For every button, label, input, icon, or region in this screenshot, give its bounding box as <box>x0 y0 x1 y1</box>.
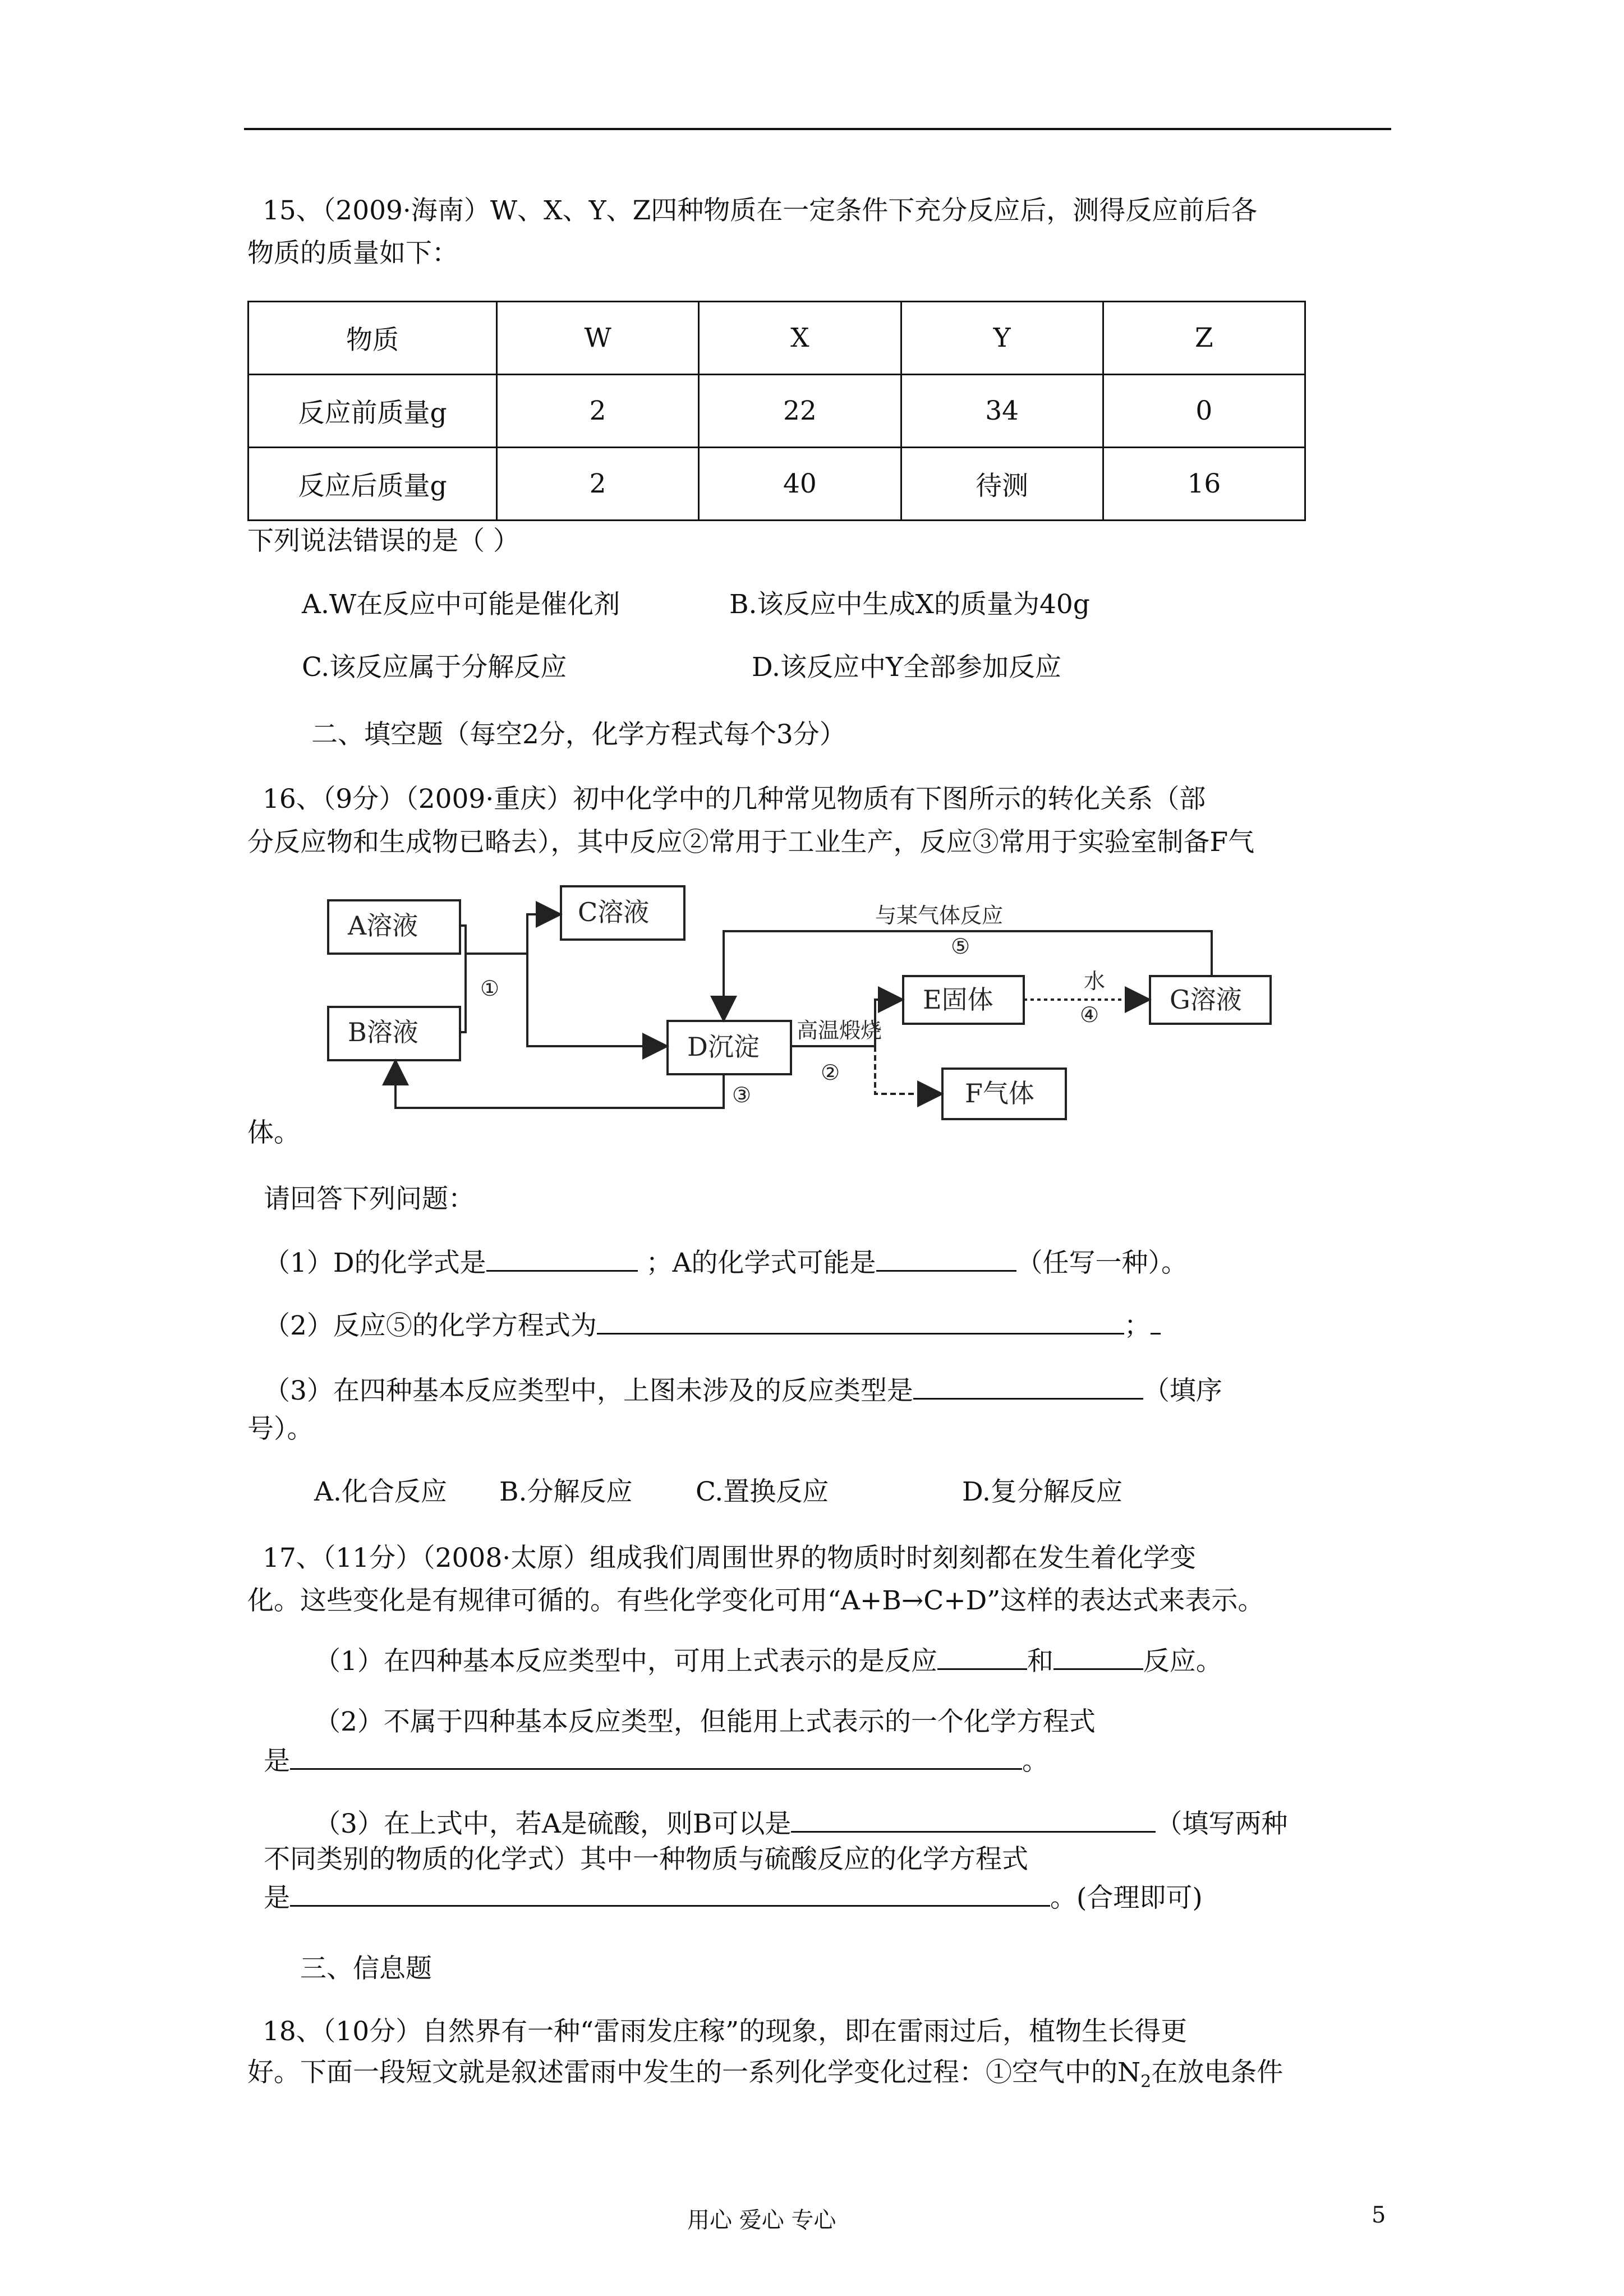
q18-line2-text-b: 在放电条件 <box>1151 2057 1283 2088</box>
box-f-label: F气体 <box>965 1078 1034 1108</box>
q17-part3-text-d: 是 <box>264 1883 290 1913</box>
section-2-heading: 二、填空题（每空2分，化学方程式每个3分） <box>311 719 846 750</box>
table-cell: 反应后质量g <box>249 448 497 521</box>
box-d-label: D沉淀 <box>687 1032 760 1062</box>
table-cell: 反应前质量g <box>249 375 497 448</box>
q18-subscript: 2 <box>1140 2072 1152 2092</box>
q16-part2 <box>264 1308 1161 1343</box>
table-cell: 40 <box>699 448 901 521</box>
q16-option-a: A.化合反应 <box>314 1476 447 1507</box>
q16-part3-text-a: （3）在四种基本反应类型中，上图未涉及的反应类型是 <box>264 1375 913 1406</box>
q17-part3-text-b: （填写两种 <box>1156 1809 1288 1839</box>
table-row <box>249 448 1305 521</box>
mass-table <box>247 301 1306 521</box>
box-g-label: G溶液 <box>1170 984 1242 1015</box>
q18-line2-text-a: 好。下面一段短文就是叙述雷雨中发生的一系列化学变化过程：①空气中的N <box>247 2057 1141 2088</box>
q17-part2: （2）不属于四种基本反应类型，但能用上式表示的一个化学方程式 <box>314 1706 1096 1737</box>
answer-blank[interactable] <box>597 1308 1124 1335</box>
box-c-label: C溶液 <box>578 897 650 927</box>
q15-line2: 物质的质量如下： <box>247 238 458 269</box>
table-cell: 16 <box>1103 448 1305 521</box>
q16-part1-text-b: ；A的化学式可能是 <box>646 1248 876 1278</box>
footer-motto: 用心 爱心 专心 <box>687 2207 836 2233</box>
q16-part2-text-b: ； <box>1124 1310 1151 1341</box>
answer-blank[interactable] <box>1053 1644 1143 1670</box>
q15-option-c: C.该反应属于分解反应 <box>302 652 567 683</box>
reaction-1-label: ① <box>480 976 500 1001</box>
reaction-2-label: ② <box>821 1060 840 1085</box>
q18-line2 <box>247 2056 1283 2099</box>
q17-part2-text-c: 。 <box>1022 1746 1048 1777</box>
q16-line1: 16、（9分）（2009·重庆）初中化学中的几种常见物质有下图所示的转化关系（部 <box>263 784 1206 815</box>
q17-line2: 化。这些变化是有规律可循的。有些化学变化可用“A+B→C+D”这样的表达式来表示。 <box>247 1585 1264 1616</box>
answer-blank[interactable] <box>486 1245 638 1272</box>
table-header-cell: 物质 <box>249 302 497 375</box>
table-cell: 2 <box>497 448 699 521</box>
page-number: 5 <box>1372 2202 1386 2228</box>
q17-part3-end <box>264 1880 1203 1915</box>
q15-option-d: D.该反应中Y全部参加反应 <box>752 652 1061 683</box>
q17-part1-text-c: 反应。 <box>1143 1646 1222 1677</box>
reaction-4-label: ④ <box>1080 1002 1099 1027</box>
q16-option-d: D.复分解反应 <box>962 1476 1122 1507</box>
q15-line1: 15、（2009·海南）W、X、Y、Z四种物质在一定条件下充分反应后，测得反应前后各 <box>263 195 1258 226</box>
table-cell: 34 <box>901 375 1103 448</box>
reaction-5-label: ⑤ <box>951 934 970 959</box>
q17-part3-text-a: （3）在上式中，若A是硫酸，则B可以是 <box>314 1809 792 1839</box>
q17-part2-text-b: 是 <box>264 1746 290 1777</box>
conversion-diagram <box>314 869 1279 1133</box>
table-header-cell: Y <box>901 302 1103 375</box>
box-a-label: A溶液 <box>348 910 418 941</box>
q17-part1-text-a: （1）在四种基本反应类型中，可用上式表示的是反应 <box>314 1646 937 1677</box>
answer-blank[interactable] <box>876 1245 1016 1272</box>
box-b-label: B溶液 <box>348 1017 418 1047</box>
q17-part2-cont <box>264 1743 1048 1778</box>
q16-part1-text-c: （任写一种）。 <box>1016 1248 1188 1278</box>
q16-part3-cont: 号）。 <box>247 1414 314 1444</box>
q15-option-b: B.该反应中生成X的质量为40g <box>729 589 1090 620</box>
q16-part1-text-a: （1）D的化学式是 <box>264 1248 486 1278</box>
q16-option-b: B.分解反应 <box>499 1476 633 1507</box>
table-cell: 0 <box>1103 375 1305 448</box>
table-cell: 待测 <box>901 448 1103 521</box>
q16-prompt: 请回答下列问题： <box>264 1184 475 1214</box>
box-e-label: E固体 <box>923 984 993 1015</box>
answer-blank[interactable] <box>791 1806 1156 1833</box>
water-label: 水 <box>1084 969 1106 993</box>
q17-part3-cont: 不同类别的物质的化学式）其中一种物质与硫酸反应的化学方程式 <box>264 1844 1028 1875</box>
q16-part3-text-b: （填序 <box>1143 1375 1222 1406</box>
q16-part2-text-a: （2）反应⑤的化学方程式为 <box>264 1310 597 1341</box>
q17-part1-text-b: 和 <box>1027 1646 1053 1677</box>
reaction-3-label: ③ <box>732 1083 752 1107</box>
answer-blank[interactable] <box>290 1880 1050 1907</box>
answer-blank[interactable] <box>937 1644 1027 1670</box>
high-temp-label: 高温煅烧 <box>797 1018 882 1043</box>
table-row <box>249 375 1305 448</box>
q17-part1 <box>314 1644 1222 1678</box>
table-header-row <box>249 302 1305 375</box>
answer-blank[interactable] <box>290 1743 1022 1770</box>
answer-blank[interactable] <box>913 1373 1143 1400</box>
section-3-heading: 三、信息题 <box>300 1953 432 1984</box>
q15-question: 下列说法错误的是（ ） <box>247 526 519 556</box>
q17-line1: 17、（11分）（2008·太原）组成我们周围世界的物质时时刻刻都在发生着化学变 <box>263 1543 1197 1573</box>
q16-line2: 分反应物和生成物已略去），其中反应②常用于工业生产，反应③常用于实验室制备F气 <box>247 827 1255 858</box>
answer-blank-tail <box>1151 1308 1161 1335</box>
table-header-cell: Z <box>1103 302 1305 375</box>
table-header-cell: W <box>497 302 699 375</box>
q18-line1: 18、（10分）自然界有一种“雷雨发庄稼”的现象，即在雷雨过后，植物生长得更 <box>263 2016 1188 2047</box>
table-cell: 22 <box>699 375 901 448</box>
table-cell: 2 <box>497 375 699 448</box>
q15-option-a: A.W在反应中可能是催化剂 <box>302 589 620 620</box>
q16-line3: 体。 <box>247 1117 300 1148</box>
q16-part3 <box>264 1373 1222 1408</box>
header-rule <box>244 128 1391 130</box>
q16-part1 <box>264 1245 1188 1280</box>
table-header-cell: X <box>699 302 901 375</box>
q16-option-c: C.置换反应 <box>696 1476 829 1507</box>
q17-part3 <box>314 1806 1287 1841</box>
q17-part3-text-e: 。(合理即可) <box>1050 1883 1203 1913</box>
gas-reaction-label: 与某气体反应 <box>875 903 1004 928</box>
